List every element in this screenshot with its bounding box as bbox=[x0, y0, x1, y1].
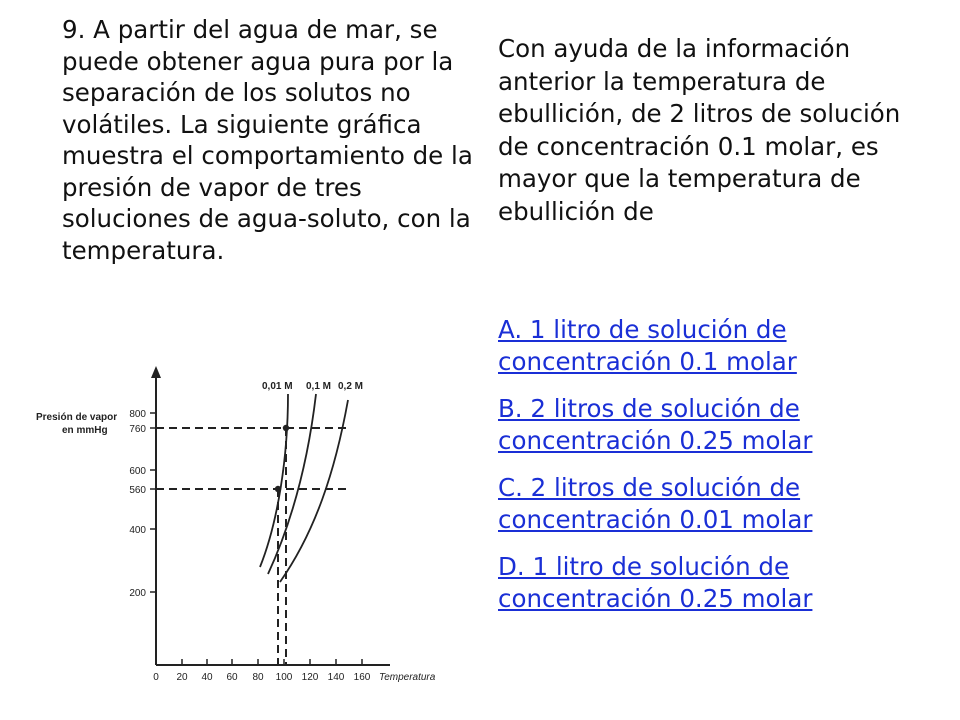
intro-text: Con ayuda de la información anterior la temperatura de ebullición, de 2 litros de solución de concentración 0.1 molar, es mayor que la temperatura de ebullición de bbox=[498, 34, 901, 226]
curve-01-molar bbox=[268, 394, 316, 574]
series-label-001: 0,01 M bbox=[262, 381, 293, 392]
option-b-link[interactable]: B. 2 litros de solución de concentración 0.25 molar bbox=[498, 394, 813, 455]
y-tick-label-600: 600 bbox=[129, 466, 146, 477]
option-c-item bbox=[498, 472, 938, 536]
option-d-link[interactable]: D. 1 litro de solución de concentración 0.25 molar bbox=[498, 552, 813, 613]
y-tick-label-200: 200 bbox=[129, 588, 146, 599]
y-tick-label-800: 800 bbox=[129, 409, 146, 420]
x-tick-label-60: 60 bbox=[226, 672, 238, 683]
x-axis-title: Temperatura bbox=[379, 672, 436, 683]
x-tick-label-0: 0 bbox=[153, 672, 159, 683]
y-axis-title-line1: Presión de vapor bbox=[36, 412, 118, 423]
option-d-item bbox=[498, 551, 938, 615]
intersection-point-760 bbox=[283, 425, 289, 431]
series-label-02: 0,2 M bbox=[338, 381, 364, 392]
x-tick-label-160: 160 bbox=[353, 672, 371, 683]
series-label-01: 0,1 M bbox=[306, 381, 332, 392]
option-c-link[interactable]: C. 2 litros de solución de concentración 0.01 molar bbox=[498, 473, 813, 534]
y-tick-label-760: 760 bbox=[129, 424, 146, 435]
option-a-item bbox=[498, 314, 938, 378]
curve-001-molar bbox=[260, 394, 288, 567]
y-tick-label-400: 400 bbox=[129, 525, 146, 536]
x-tick-label-40: 40 bbox=[201, 672, 213, 683]
x-tick-label-20: 20 bbox=[176, 672, 188, 683]
option-a-link[interactable]: A. 1 litro de solución de concentración 0.1 molar bbox=[498, 315, 797, 376]
answer-options bbox=[498, 314, 938, 630]
x-tick-label-80: 80 bbox=[252, 672, 264, 683]
x-tick-label-120: 120 bbox=[301, 672, 319, 683]
vapor-pressure-graph bbox=[30, 362, 460, 690]
y-axis-title-line2: en mmHg bbox=[62, 425, 108, 436]
question-text: 9. A partir del agua de mar, se puede obtener agua pura por la separación de los solutos no volátiles. La siguiente gráfica muestra el comportamiento de la presión de vapor de tres soluciones de agua-soluto, con la temperatura. bbox=[62, 15, 473, 265]
option-b-item bbox=[498, 393, 938, 457]
x-tick-label-140: 140 bbox=[327, 672, 345, 683]
x-tick-label-100: 100 bbox=[275, 672, 293, 683]
y-axis-arrow bbox=[151, 366, 161, 378]
intersection-point-560 bbox=[275, 486, 281, 492]
y-tick-label-560: 560 bbox=[129, 485, 146, 496]
